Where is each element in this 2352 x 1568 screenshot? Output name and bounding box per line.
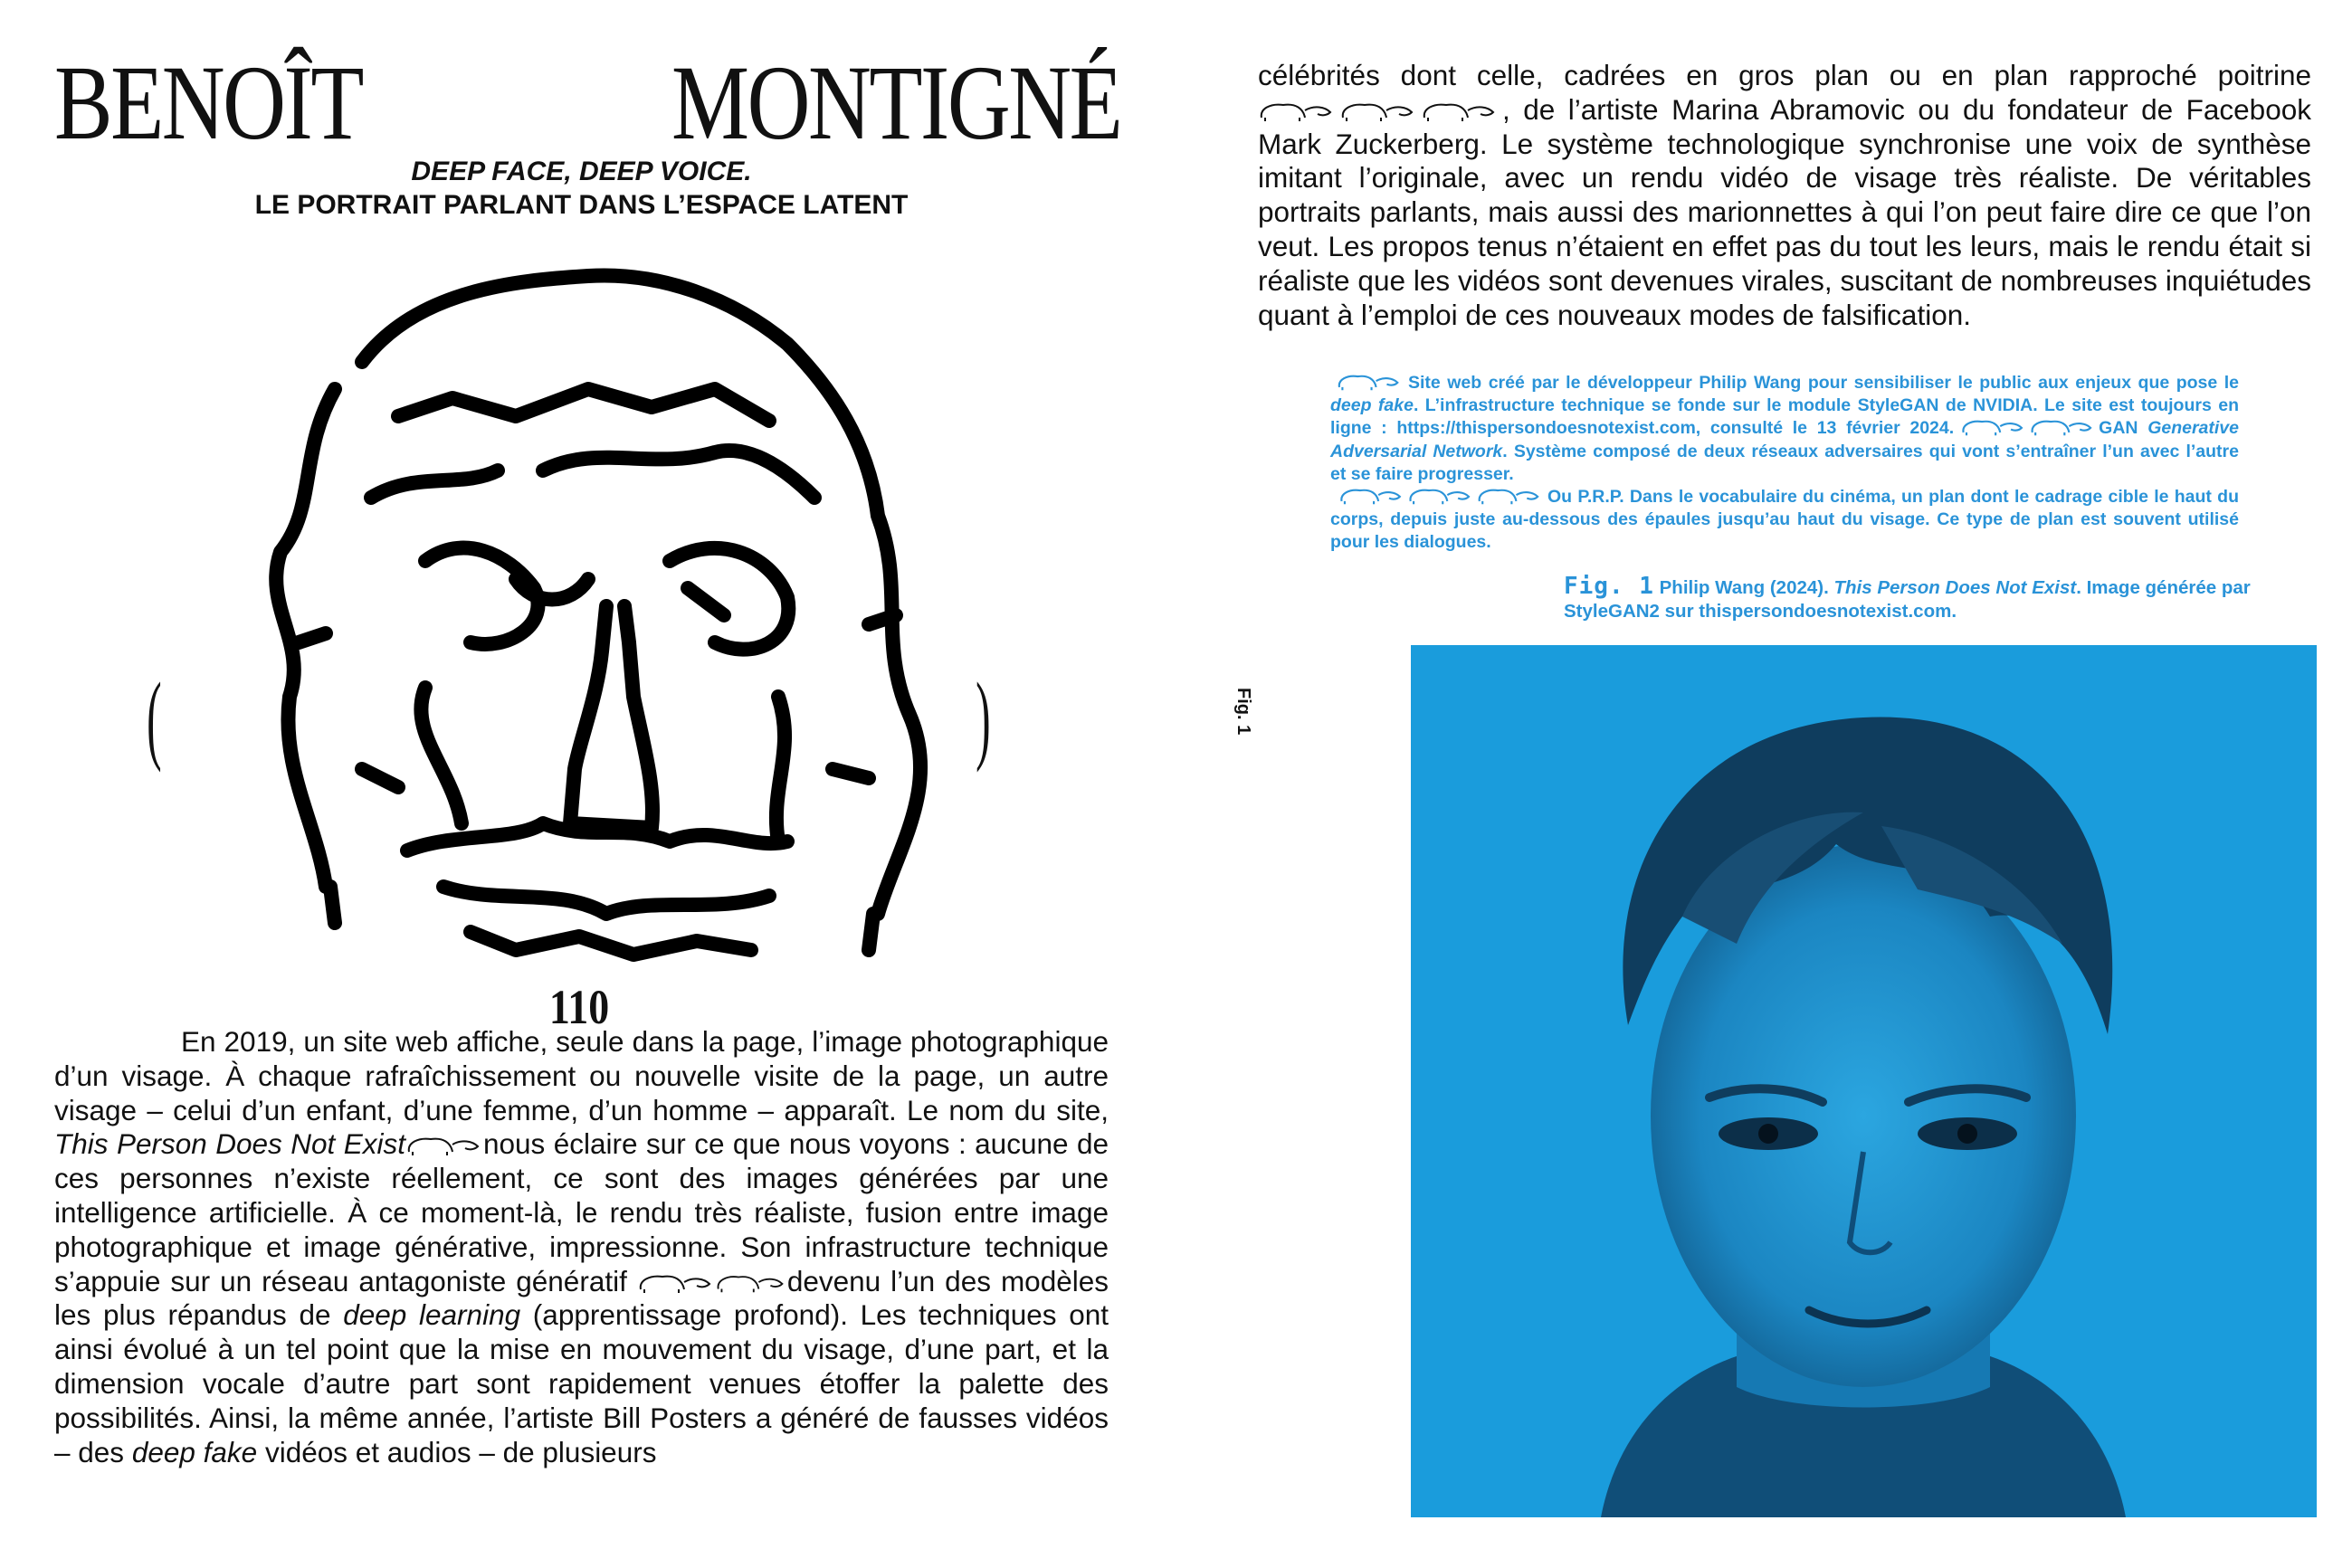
figure-caption: [1564, 575, 2252, 623]
figure-desc: . Image générée par StyleGAN2 sur thispersondoesnotexist.com.: [1564, 577, 2251, 622]
footnote-1-text: Site web créé par le développeur Philip Wang pour sensibiliser le public aux enjeux que pose le: [1408, 373, 2239, 393]
body-left-p4: (apprentissage profond). Les techniques ont ainsi évolué à un tel point que la mise en mouvement du visage, d’une part, et la dimension vocale d’autre part sont rapidement venues étoffer la palette des possibilités. Ainsi, la même année, l’artiste Bill Posters a généré de fausses vidéos – des: [54, 1298, 1109, 1468]
figure-label: Fig. 1: [1564, 573, 1654, 600]
elephant-reference-icon: [405, 1134, 483, 1157]
body-text-left: [54, 1025, 1109, 1469]
footnote-3: [1330, 486, 2239, 555]
body-left-p5: vidéos et audios – de plusieurs: [257, 1435, 657, 1468]
footnotes: [1330, 372, 2239, 555]
body-right-p1: célébrités dont celle, cadrées en gros plan ou en plan rapproché poitrine: [1258, 59, 2311, 91]
footnote-1-em: deep fake: [1330, 395, 1414, 416]
deep-fake-term: deep fake: [131, 1435, 258, 1468]
face-drawing-icon: [244, 262, 950, 986]
body-left-p3: devenu l’un des modèles les plus répandus de: [54, 1264, 1109, 1332]
page-number: 110: [548, 980, 610, 1034]
body-left-p1: En 2019, un site web affiche, seule dans la page, l’image photographique d’un visage. À chaque rafraîchissement ou nouvelle visite de la page, un autre visage – celui d’un enfant, d’une femme, d’un homme – apparaît. Le nom du site,: [54, 1025, 1109, 1126]
author-first-name: BENOÎT: [54, 43, 362, 162]
paren-open: (: [147, 662, 162, 773]
body-right-p2: , de l’artiste Marina Abramovic ou du fondateur de Facebook Mark Zuckerberg. Le système technologique synchronise une voix de synthèse imitant l’originale, avec un rendu vidéo de visage très réaliste. De véritables portraits parlants, mais aussi des marionnettes à qui l’on peut faire dire ce que l’on veut. Les propos tenus n’étaient en effet pas du tout les leurs, mais le rendu était si réaliste que les vidéos sont devenues virales, suscitant de nombreuses inquiétudes quant à l’emploi de ces nouveaux modes de falsification.: [1258, 92, 2311, 331]
elephant-reference-icon: [637, 1271, 715, 1295]
elephant-reference-icon: [1258, 100, 1502, 123]
side-figure-label: Fig. 1: [1233, 688, 1253, 736]
body-text-right: [1258, 59, 2311, 332]
figure-title: This Person Does Not Exist: [1833, 577, 2077, 598]
portrait-photo: [1411, 645, 2317, 1517]
footnote-2-em: Generative Adversarial Network: [1330, 418, 2239, 461]
elephant-reference-icon: [715, 1271, 787, 1295]
footnote-1: [1330, 372, 2239, 486]
elephant-reference-icon: [1330, 372, 1408, 392]
elephant-reference-icon: [1330, 486, 1547, 506]
footnote-2-text: GAN: [2099, 418, 2148, 439]
paren-close: ): [976, 662, 991, 773]
site-title: This Person Does Not Exist: [54, 1127, 405, 1161]
author-last-name: MONTIGNÉ: [671, 43, 1121, 162]
elephant-reference-icon: [1954, 417, 2099, 437]
footnote-1-text-2: . L’infrastructure technique se fonde sur le module StyleGAN de NVIDIA. Le site est toujours en ligne : https://thispersondoesnotexist.com, consulté le 13 février 2024.: [1330, 395, 2239, 439]
footnote-3-text: Ou P.R.P. Dans le vocabulaire du cinéma, un plan dont le cadrage cible le haut du corps, depuis juste au-dessous des épaules jusqu’au haut du visage. Ce type de plan est souvent utilisé pour les dialogues.: [1330, 487, 2239, 553]
figure-credit: Philip Wang (2024).: [1653, 577, 1834, 598]
article-subtitle: DEEP FACE, DEEP VOICE.: [411, 157, 752, 186]
footnote-2-text-2: . Système composé de deux réseaux adversaires qui vont s’entraîner l’un avec l’autre et se faire progresser.: [1330, 441, 2239, 484]
deep-learning-term: deep learning: [343, 1298, 521, 1332]
article-subtitle-2: LE PORTRAIT PARLANT DANS L’ESPACE LATENT: [254, 190, 909, 220]
body-left-p2: nous éclaire sur ce que nous voyons : aucune de ces personnes n’existe réellement, ce sont des images générées par une intelligence artificielle. À ce moment-là, le rendu très réaliste, fusion entre image photographique et image générative, impressionne. Son infrastructure technique s’appuie sur un réseau antagoniste génératif: [54, 1127, 1109, 1297]
